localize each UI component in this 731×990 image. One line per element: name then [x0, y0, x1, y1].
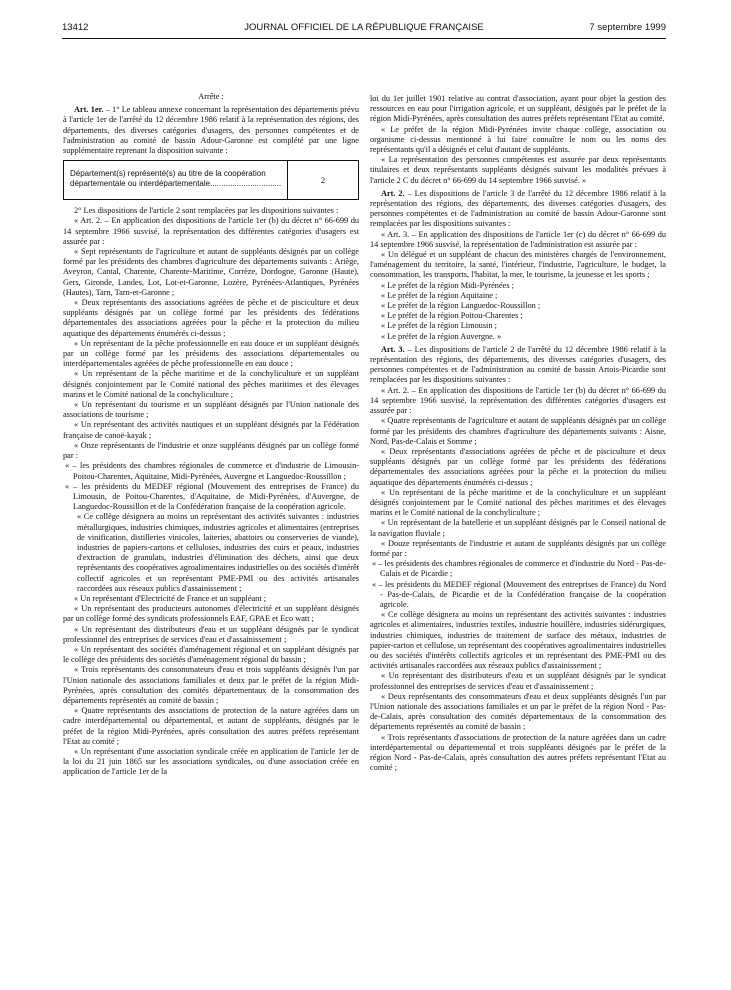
paragraph: « Un représentant de la pêche professionnelle en eau douce et un suppléant désignés par un collège formé par les présidents des associations départementales ou interdépartementales agréées de pêche professionnelle en eau douce ; — [63, 338, 359, 369]
paragraph: « Deux représentants des associations agréées de pêche et de pisciculture et deux suppléants désignés par un collège formé par les présidents des fédérations départementales des associations agréées pour la pêche et la protection du milieu aquatique des départements énumérés ci-dessus ; — [63, 298, 359, 338]
paragraph: « Un représentant des distributeurs d'eau et un suppléant désignés par le syndicat professionnel des entreprises de services d'eau et d'assainissement ; — [370, 671, 666, 691]
article-2-label: Art. 2. — [381, 188, 405, 198]
paragraph: « Un représentant d'une association syndicale créée en application de l'article 1er de la loi du 21 juin 1865 sur les associations syndicales, ou d'une association créée en application de l'article 1er de la — [63, 746, 359, 777]
heading-arrete: Arrête : — [198, 92, 224, 101]
prefet-item: « Le préfet de la région Languedoc-Roussillon ; — [381, 301, 541, 311]
list-item: « – les présidents des chambres régionales de commerce et d'industrie de Limousin-Poitou-Charentes, Aquitaine, Midi-Pyrénées, Auvergne et Languedoc-Roussillon ; — [65, 461, 359, 481]
article-2 — [370, 189, 666, 230]
paragraph: « Un représentant de la pêche maritime et de la conchyliculture et un suppléant désignés conjointement par le Comité national des pêches maritimes et des élevages marins et le Comité national de la conchyliculture ; — [63, 369, 359, 399]
paragraph: « Un représentant des distributeurs d'eau et un suppléant désignés par le syndicat professionnel des entreprises de services d'eau et d'assainissement ; — [63, 624, 359, 644]
representation-table — [63, 160, 359, 200]
paragraph: « Un délégué et un suppléant de chacun des ministères chargés de l'environnement, l'aménagement du territoire, la santé, l'intérieur, l'industrie, l'agriculture, le budget, la consommation, les transports, l'habitat, la mer, le tourisme, la jeunesse et les sports ; — [370, 250, 666, 280]
paragraph: « Art. 2. – En application des dispositions de l'article 1er (b) du décret n° 66-699 du 14 septembre 1966 susvisé, la représentation des différentes catégories d'usagers est assurée par : — [370, 385, 666, 416]
article-3 — [370, 345, 666, 386]
article-3-label: Art. 3. — [381, 344, 405, 354]
prefet-item: « Le préfet de la région Limousin ; — [381, 321, 497, 331]
prefet-item: « Le préfet de la région Aquitaine ; — [381, 290, 498, 300]
paragraph: « Sept représentants de l'agriculture et autant de suppléants désignés par un collège formé par les présidents des chambres d'agriculture des départements suivants : Ariège, Aveyron, Cantal, Charente, Charente-Maritime, Corrèze, Dordogne, Garonne (Haute), Gers, Gironde, Landes, Lot, Lot-et-Garonne, Lozère, Pyrénées-Atlantiques, Pyrénées (Hautes), Tarn, Tarn-et-Garonne ; — [63, 247, 359, 297]
paragraph: « Quatre représentants de l'agriculture et autant de suppléants désignés par un collège formé par les présidents des chambres d'agriculture des départements suivants : Aisne, Nord, Pas-de-Calais et Somme ; — [370, 416, 666, 446]
paragraph: « Un représentant des activités nautiques et un suppléant désignés par la Fédération française de canoë-kayak ; — [63, 420, 359, 440]
table-value: 2 — [287, 161, 358, 199]
paragraph: « Un représentant de la batellerie et un suppléant désignés par le Conseil national de la navigation fluviale ; — [370, 518, 666, 538]
article-2-text: – Les dispositions de l'article 3 de l'arrêté du 12 décembre 1986 relatif à la représentation des régions, des départements, des diverses catégories d'usagers, des personnes compétentes et de l'administration au comité de bassin Adour-Garonne sont remplacées par les dispositions suivantes : — [370, 188, 666, 229]
prefet-item: « Le préfet de la région Midi-Pyrénées ; — [381, 280, 514, 290]
paragraph: « Le préfet de la région Midi-Pyrénées invite chaque collège, association ou organisme ci-dessus mentionné à lui faire connaître le nom ou les noms des représentants qu'il a désignés et celui d'autant de suppléants. — [370, 124, 666, 155]
college-paragraph: « Ce collège désignera au moins un représentant des activités suivantes : industries métallurgiques, industries chimiques, industries agricoles et alimentaires (entreprises de vinification, distilleries vinicoles, laiteries, abattoirs ou conserveries de viande), industries de papiers-cartons et celluloses, industries des cuirs et peaux, industries d'extraction de granulats, industries d'élimination des déchets, ainsi que deux représentants des coopératives agroalimentaires industrielles ou des sociétés d'intérêt collectif agricoles et un représentant PME-PMI ou des activités artisanales raccordées aux réseaux publics d'assainissement ; — [77, 512, 359, 593]
article-1-text: – 1° Le tableau annexe concernant la représentation des départements prévu à l'article 1er de l'arrêté du 12 décembre 1986 relatif à la représentation des régions, des départements, des diverses catégories d'usagers, des personnes compétentes et de l'administration au comité de bassin Adour-Garonne est complété par une ligne supplémentaire reprenant la disposition suivante : — [63, 105, 359, 156]
paragraph: « Un représentant d'Electricité de France et un suppléant ; — [74, 593, 267, 603]
paragraph: « Un représentant du tourisme et un suppléant désignés par l'Union nationale des associations de tourisme ; — [63, 400, 359, 420]
paragraph: « La représentation des personnes compétentes est assurée par deux représentants titulaires et deux représentants suppléants désignés suivant les modalités prévues à l'article 2 C du décret n° 66-699 du 14 septembre 1966 susvisé. » — [370, 155, 666, 185]
prefet-item: « Le préfet de la région Auvergne. » — [381, 331, 502, 341]
paragraph: « Art. 3. – En application des dispositions de l'article 1er (c) du décret n° 66-699 du 14 septembre 1966 susvisé, la représentation de l'administration est assurée par : — [370, 229, 666, 249]
left-column — [63, 92, 359, 778]
paragraph: « Un représentant de la pêche maritime et de la conchyliculture et un suppléant désignés conjointement par le Comité national des pêches maritimes et des élevages marins et le Comité national de la conchyliculture ; — [370, 487, 666, 518]
paragraph: « Quatre représentants des associations de protection de la nature agréées dans un cadre interdépartemental ou départemental, et autant de suppléants, désignés par le préfet de la région Midi-Pyrénées, après consultation des autres préfets représentant l'Etat au comité ; — [63, 706, 359, 746]
list-item: « – les présidents des chambres régionales de commerce et d'industrie du Nord - Pas-de-Calais et de Picardie ; — [372, 559, 666, 579]
table-label: Département(s) représenté(s) au titre de la coopération départementale ou interdépartementale................................ — [70, 169, 282, 189]
paragraph: « Un représentant des sociétés d'aménagement régional et un suppléant désignés par le collège des présidents des sociétés d'aménagement régional du bassin ; — [63, 644, 359, 665]
paragraph: 2° Les dispositions de l'article 2 sont remplacées par les dispositions suivantes : — [74, 206, 339, 216]
page-header — [62, 20, 666, 36]
paragraph: « Deux représentants d'associations agréées de pêche et de pisciculture et deux suppléants désignés par un collège formé par les présidents des fédérations départementales des associations agréées pour la pêche et la protection du milieu aquatique des départements énumérés ci-dessus ; — [370, 446, 666, 487]
article-3-text: – Les dispositions de l'article 2 de l'arrêté du 12 décembre 1986 relatif à la représentation des régions, des départements, des diverses catégories d'usagers, des personnes compétentes et de l'administration au comité de bassin Artois-Picardie sont remplacées par les dispositions suivantes : — [370, 344, 666, 385]
paragraph: « Douze représentants de l'industrie et autant de suppléants désignés par un collège formé par : — [370, 538, 666, 558]
article-1 — [63, 105, 359, 156]
publication-date: 7 septembre 1999 — [589, 22, 666, 33]
list-item: « – les présidents du MEDEF régional (Mouvement des entreprises de France) du Nord - Pas-de-Calais, de Picardie et de la Confédération française de la coopération agricole. — [372, 579, 666, 609]
paragraph: « Onze représentants de l'industrie et onze suppléants désignés par un collège formé par : — [63, 440, 359, 461]
paragraph: « Trois représentants d'associations de protection de la nature agréées dans un cadre interdépartemental ou départemental et trois suppléants désignés par le préfet de la région Nord - Pas-de-Calais, après consultation des autres préfets représentant l'Etat au comité ; — [370, 732, 666, 773]
paragraph: « Art. 2. – En application des dispositions de l'article 1er (b) du décret n° 66-699 du 14 septembre 1966 susvisé, la représentation des différentes catégories d'usagers est assurée par : — [63, 216, 359, 246]
paragraph: « Ce collège désignera au moins un représentant des activités suivantes : industries agricoles et alimentaires, industries textiles, industrie houillère, industries sidérurgiques, industries chimiques, industries de traitement de surface des métaux, industries de papier-carton et cellulose, un représentant des coopératives agroalimentaires industrielles ou des sociétés d'intérêts collectifs agricoles et un représentant des PME-PMI ou des activités artisanales raccordées aux réseaux publics d'assainissement ; — [370, 610, 666, 671]
journal-title: JOURNAL OFFICIEL DE LA RÉPUBLIQUE FRANÇAISE — [244, 22, 484, 33]
prefet-item: « Le préfet de la région Poitou-Charentes ; — [381, 311, 523, 321]
paragraph: loi du 1er juillet 1901 relative au contrat d'association, ayant pour objet la gestion des ressources en eau pour l'irrigation agricole, et un suppléant, désignés par le préfet de la région Midi-Pyrénées, après consultation des autres préfets représentant l'Etat au comité. — [370, 94, 666, 124]
paragraph: « Un représentant des producteurs autonomes d'électricité et un suppléant désignés par un collège formé des syndicats professionnels EAF, GPAE et Eco watt ; — [63, 604, 359, 624]
paragraph: « Trois représentants des consommateurs d'eau et trois suppléants désignés l'un par l'Union nationale des associations familiales et deux par le préfet de la région Midi-Pyrénées, après consultation des comités départementaux de la consommation des départements représentés au comité de bassin ; — [63, 665, 359, 705]
page-number: 13412 — [62, 22, 89, 33]
right-column — [370, 94, 666, 773]
article-1-label: Art. 1er. — [74, 105, 104, 115]
paragraph: « Deux représentants des consommateurs d'eau et deux suppléants désignés l'un par l'Union nationale des associations familiales et un par le préfet de la région Nord - Pas-de-Calais, après consultation des comités départementaux de la consommation des départements représentés au comité de bassin ; — [370, 691, 666, 732]
list-item: « – les présidents du MEDEF régional (Mouvement des entreprises de France) du Limousin, de Poitou-Charentes, d'Aquitaine, de Midi-Pyrénées, d'Auvergne, de Languedoc-Roussillon et de la Confédération française de la coopération agricole. — [65, 481, 359, 512]
header-rule — [62, 38, 666, 39]
